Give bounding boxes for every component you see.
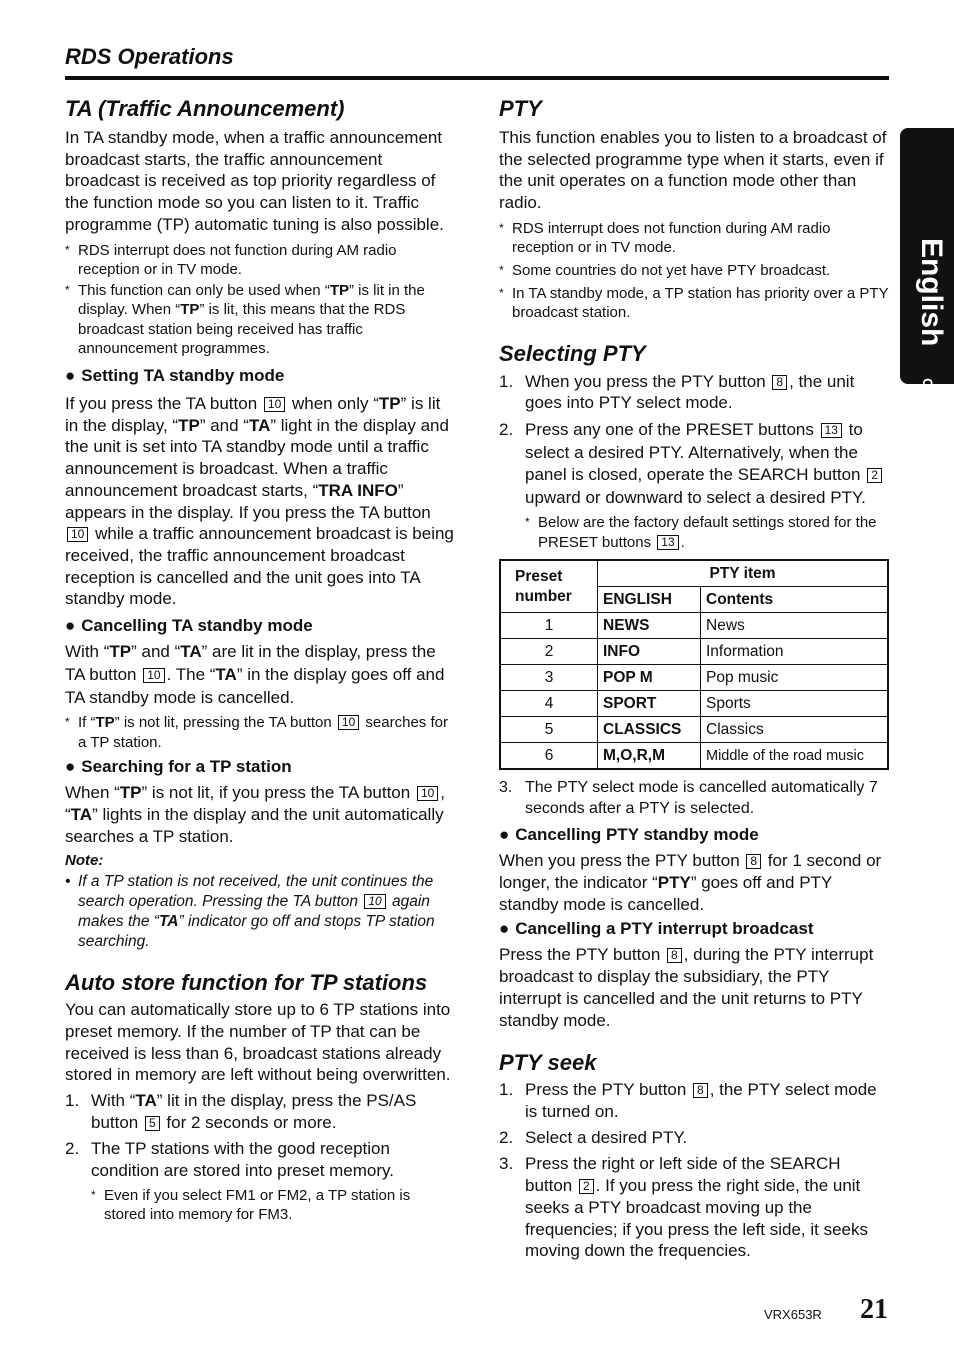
note-label: Note:	[65, 852, 104, 870]
seek-step-3: 3. Press the right or left side of the SEARCH button 2 . If you press the right side, the unit seeks a PTY broadcast moving up the frequencies; if you press the left side, it seeks moving down the frequencies.	[499, 1154, 869, 1261]
left-column	[65, 94, 455, 1225]
cancel-ta-text: With “TP” and “TA” are lit in the display, press the TA button 10 . The “TA” in the display goes off and TA standby mode is cancelled.	[65, 642, 445, 708]
selecting-pty-title: Selecting PTY	[499, 340, 646, 366]
ta-intro: In TA standby mode, when a traffic announcement broadcast starts, the traffic announcement broadcast is received as top priority regardless of the function mode so you can listen to it. Traffic programme (TP) automatic tuning is also possible.	[65, 128, 444, 234]
cancel-interrupt-heading: ● Cancelling a PTY interrupt broadcast	[499, 918, 889, 940]
header-rule	[65, 76, 889, 80]
table-row: 5 CLASSICS Classics	[500, 717, 888, 743]
pty-seek-title: PTY seek	[499, 1050, 597, 1076]
select-step-2: 2. Press any one of the PRESET buttons 13 to select a desired PTY. Alternatively, when the panel is closed, operate the SEARCH button 2 upward or downward to select a desired PTY. * Below are the factory default settings stored for the PRESET buttons 13 .	[499, 419, 889, 552]
pty-note-1: * RDS interrupt does not function during AM radio reception or in TV mode.	[499, 219, 889, 258]
ta-title: TA (Traffic Announcement)	[65, 96, 345, 121]
auto-store-intro: You can automatically store up to 6 TP stations into preset memory. If the number of TP that can be received is less than 6, broadcast stations already stored in memory are left without being overwritten.	[65, 1000, 451, 1085]
language-tab	[900, 128, 954, 486]
table-header-contents: Contents	[701, 587, 889, 613]
select-step-1: 1. When you press the PTY button 8 , the unit goes into PTY select mode.	[499, 371, 855, 413]
ta-note-2: * This function can only be used when “TP” is lit in the display. When “TP” is lit, this means that the RDS broadcast station being received has traffic announcement programmes.	[65, 281, 455, 359]
pty-note-2: * Some countries do not yet have PTY broadcast.	[499, 261, 889, 281]
auto-store-steps	[65, 1090, 455, 1225]
right-column	[499, 94, 889, 1262]
table-row: 2 INFO Information	[500, 639, 888, 665]
cancel-pty-text: When you press the PTY button 8 for 1 second or longer, the indicator “PTY” goes off and PTY standby mode is cancelled.	[499, 851, 882, 914]
cancel-ta-heading: ● Cancelling TA standby mode	[65, 615, 455, 637]
auto-step-2: 2. The TP stations with the good reception condition are stored into preset memory. * Even if you select FM1 or FM2, a TP station is stored into memory for FM3.	[65, 1138, 455, 1225]
language-label: English	[915, 238, 948, 347]
table-row: 4 SPORT Sports	[500, 691, 888, 717]
cancel-ta-note: * If “TP” is not lit, pressing the TA button 10 searches for a TP station.	[65, 713, 455, 752]
table-row: 3 POP M Pop music	[500, 665, 888, 691]
cancel-interrupt-text: Press the PTY button 8 , during the PTY interrupt broadcast to display the subsidiary, the PTY interrupt is cancelled and the unit returns to PTY standby mode.	[499, 945, 874, 1030]
pty-note-3: * In TA standby mode, a TP station has priority over a PTY broadcast station.	[499, 284, 889, 323]
manual-label: Owner's manual	[920, 378, 936, 486]
pty-preset-table	[499, 559, 889, 770]
table-header-pty-item: PTY item	[598, 560, 889, 587]
setting-ta-text: If you press the TA button 10 when only “TP” is lit in the display, “TP” and “TA” light in the display and the unit is set into TA standby mode until a traffic announcement is broadcast. When a traffic announcement broadcast starts, “TRA INFO” appears in the display. If you press the TA button 10 while a traffic announcement broadcast is being received, the traffic announcement broadcast reception is cancelled and the unit goes into TA standby mode.	[65, 394, 454, 609]
select-step-3: 3. The PTY select mode is cancelled automatically 7 seconds after a PTY is selected.	[499, 779, 878, 818]
auto-step-2-note: * Even if you select FM1 or FM2, a TP station is stored into memory for FM3.	[91, 1186, 455, 1225]
seek-step-2: 2. Select a desired PTY.	[499, 1127, 688, 1147]
selecting-pty-steps	[499, 371, 889, 553]
search-tp-heading: ● Searching for a TP station	[65, 756, 455, 778]
seek-step-1: 1. Press the PTY button 8 , the PTY select mode is turned on.	[499, 1080, 877, 1121]
setting-ta-heading: ● Setting TA standby mode	[65, 365, 455, 387]
note-text: • If a TP station is not received, the unit continues the search operation. Pressing the TA button 10 again makes the “TA” indicator go off and stops TP station searching.	[65, 872, 455, 951]
table-row: 1 NEWS News	[500, 613, 888, 639]
auto-step-1: 1. With “TA” lit in the display, press the PS/AS button 5 for 2 seconds or more.	[65, 1091, 417, 1132]
ta-note-1: * RDS interrupt does not function during AM radio reception or in TV mode.	[65, 241, 455, 280]
table-header-preset: Preset number	[500, 560, 598, 613]
model-number: VRX653R	[764, 1307, 822, 1322]
auto-store-title: Auto store function for TP stations	[65, 970, 428, 996]
table-header-english: ENGLISH	[598, 587, 701, 613]
pty-intro: This function enables you to listen to a broadcast of the selected programme type when it starts, even if the unit operates on a function mode other than radio.	[499, 128, 887, 213]
table-row: 6 M,O,R,M Middle of the road music	[500, 743, 888, 770]
search-tp-text: When “TP” is not lit, if you press the TA button 10 , “TA” lights in the display and the unit automatically searches a TP station.	[65, 783, 446, 846]
pty-seek-steps	[499, 1079, 889, 1262]
select-step-2-note: * Below are the factory default settings stored for the PRESET buttons 13 .	[525, 513, 889, 552]
section-header: RDS Operations	[65, 44, 234, 69]
page-number: 21	[860, 1294, 888, 1325]
cancel-pty-heading: ● Cancelling PTY standby mode	[499, 824, 889, 846]
pty-title: PTY	[499, 96, 542, 121]
